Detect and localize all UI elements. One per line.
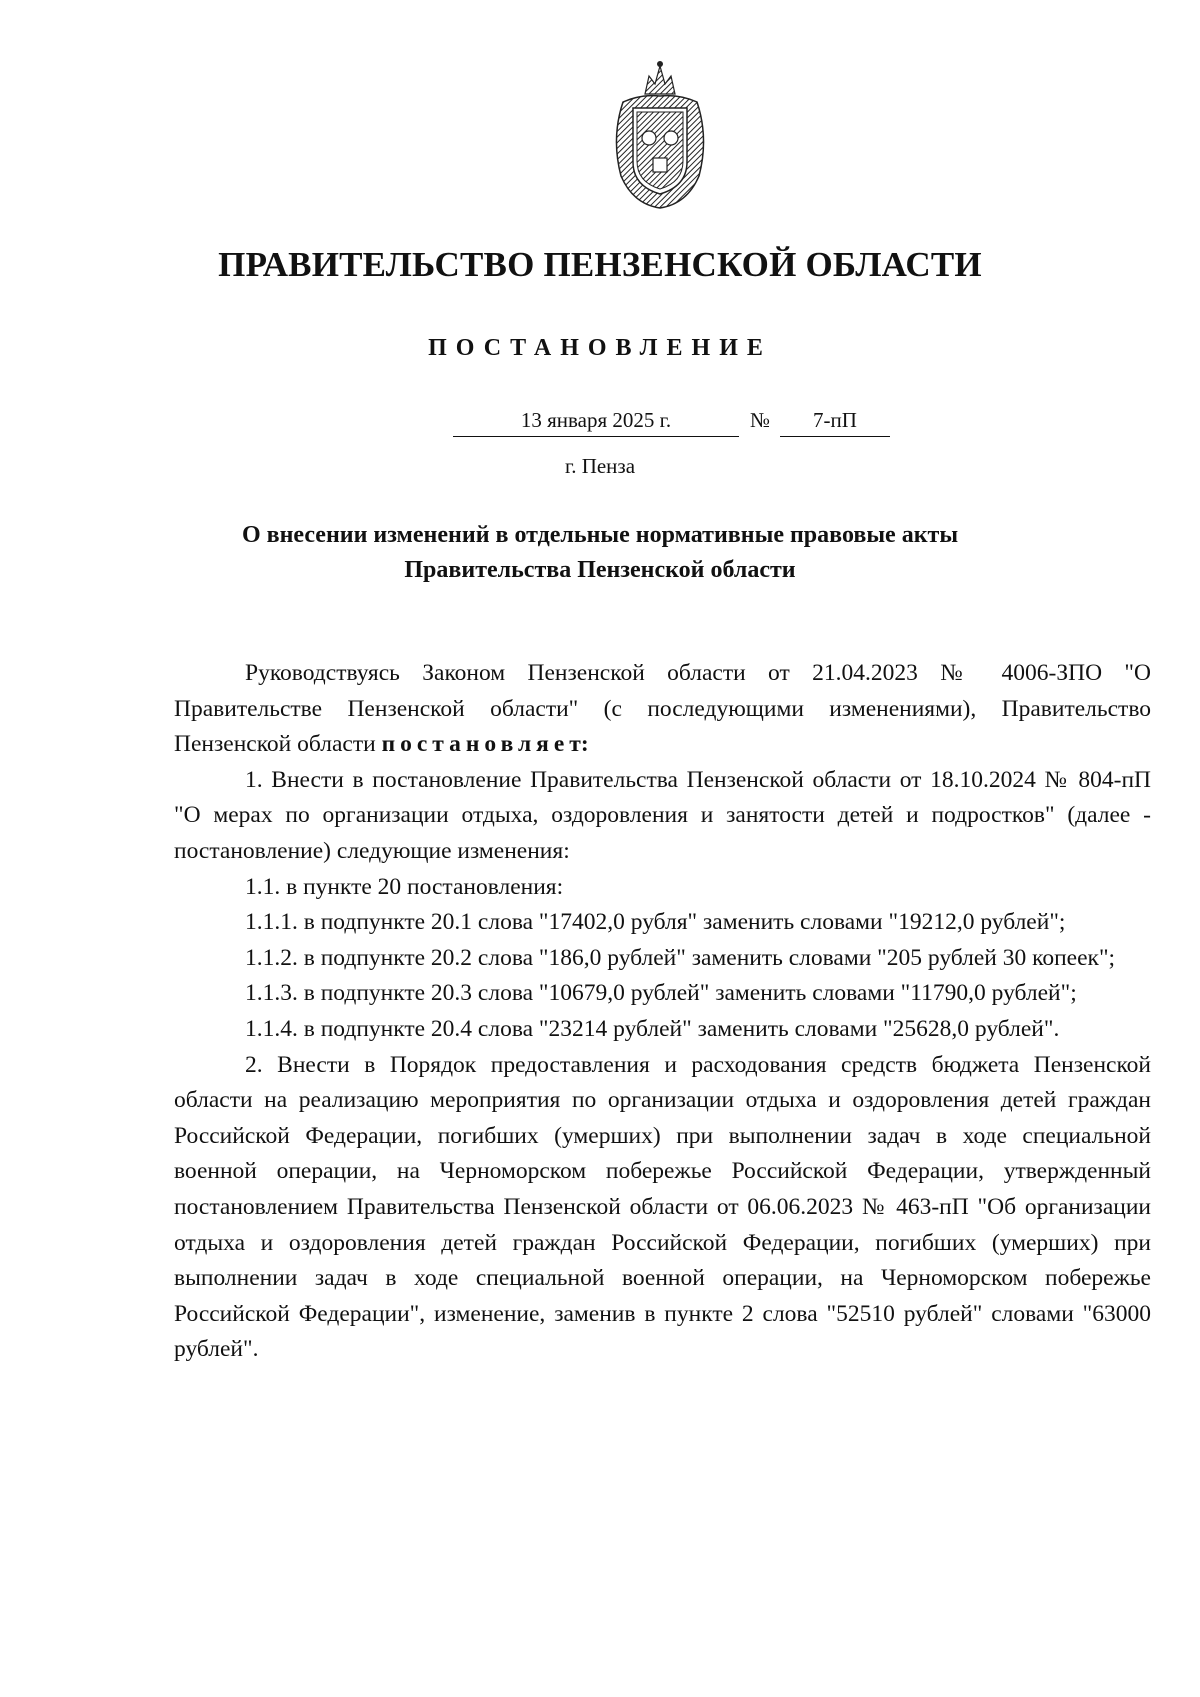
preamble-paragraph [174,656,1151,763]
paragraph-1-1-1: 1.1.1. в подпункте 20.1 слова "17402,0 рубля" заменить словами "19212,0 рублей"; [245,909,1066,936]
resolves-word: постановляе [381,731,570,758]
title-line-2: Правительства Пензенской области [404,557,796,583]
preamble-text: Руководствуясь Законом Пензенской области от 21.04.2023 № 4006-ЗПО "О Правительстве Пензенской области" (с последующими изменениями), Правительство Пензенской области [174,660,1151,758]
organization-name: ПРАВИТЕЛЬСТВО ПЕНЗЕНСКОЙ ОБЛАСТИ [218,245,982,284]
coat-of-arms-icon [605,58,715,210]
document-date: 13 января 2025 г. [453,408,739,437]
paragraph-1-1-3: 1.1.3. в подпункте 20.3 слова "10679,0 рублей" заменить словами "11790,0 рублей"; [245,980,1077,1007]
resolves-word-end: т: [569,731,589,758]
paragraph-1: 1. Внести в постановление Правительства Пензенской области от 18.10.2024 № 804-пП "О мерах по организации отдыха, оздоровления и занятости детей и подростков" (далее - постановление) следующие изменения: [174,766,1151,864]
document-type: ПОСТАНОВЛЕНИЕ [428,335,772,361]
document-body [174,656,1151,1368]
document-city: г. Пенза [564,454,636,478]
document-number: 7-пП [780,408,890,437]
title-line-1: О внесении изменений в отдельные нормативные правовые акты [241,522,959,548]
paragraph-1-1-4: 1.1.4. в подпункте 20.4 слова "23214 рублей" заменить словами "25628,0 рублей". [245,1015,1060,1042]
number-sign: № [750,408,771,432]
paragraph-1-1-2: 1.1.2. в подпункте 20.2 слова "186,0 рублей" заменить словами "205 рублей 30 копеек"; [245,944,1116,971]
date-number-line [0,408,1200,444]
paragraph-2: 2. Внести в Порядок предоставления и расходования средств бюджета Пензенской области на реализацию мероприятия по организации отдыха и оздоровления детей граждан Российской Федерации, погибших (умерших) при выполнении задач в ходе специальной военной операции, на Черноморском побережье Российской Федерации, утвержденный постановлением Правительства Пензенской области от 06.06.2023 № 463-пП "Об организации отдыха и оздоровления детей граждан Российской Федерации, погибших (умерших) при выполнении задач в ходе специальной военной операции, на Черноморском побережье Российской Федерации", изменение, заменив в пункте 2 слова "52510 рублей" словами "63000 рублей". [174,1051,1151,1363]
paragraph-1-1: 1.1. в пункте 20 постановления: [245,873,564,900]
document-title [150,518,1050,588]
